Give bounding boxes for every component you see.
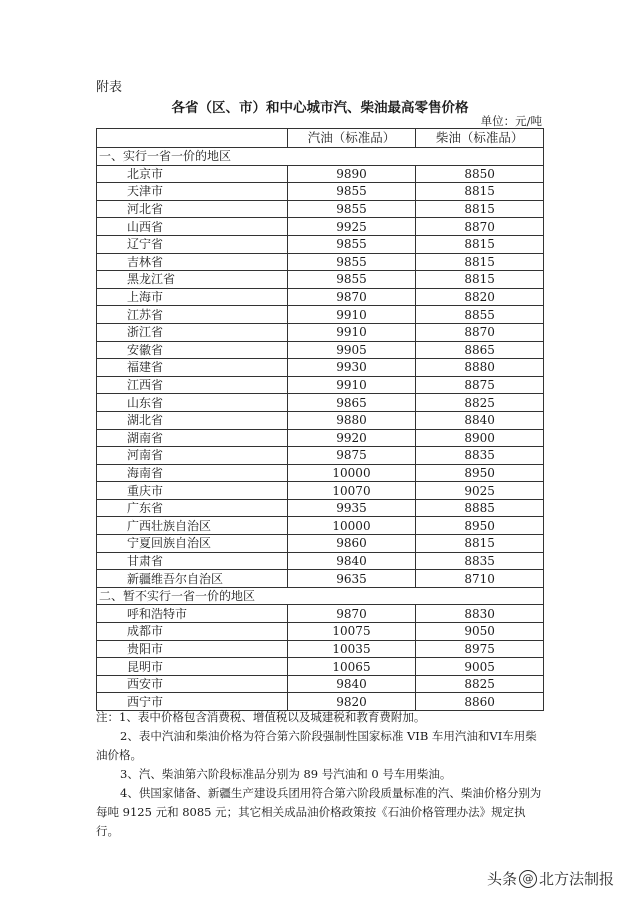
gasoline-price-cell: 9855: [287, 271, 415, 289]
watermark: [487, 868, 614, 889]
diesel-price-cell: 8850: [416, 165, 544, 183]
region-cell: 辽宁省: [97, 235, 288, 253]
diesel-price-cell: 8885: [416, 499, 544, 517]
diesel-price-cell: 9005: [416, 658, 544, 676]
price-table: [96, 128, 544, 711]
diesel-price-cell: 8815: [416, 535, 544, 553]
table-row: [97, 183, 544, 201]
gasoline-price-cell: 9855: [287, 235, 415, 253]
table-row: [97, 464, 544, 482]
table-row: [97, 675, 544, 693]
page-title: 各省（区、市）和中心城市汽、柴油最高零售价格: [171, 100, 469, 116]
region-cell: 西宁市: [97, 693, 288, 711]
region-cell: 天津市: [97, 183, 288, 201]
region-cell: 成都市: [97, 623, 288, 641]
diesel-price-cell: 9025: [416, 482, 544, 500]
table-row: [97, 200, 544, 218]
table-row: [97, 640, 544, 658]
table-row: [97, 253, 544, 271]
diesel-price-cell: 8710: [416, 570, 544, 588]
diesel-price-cell: 8825: [416, 394, 544, 412]
region-cell: 黑龙江省: [97, 271, 288, 289]
table-row: [97, 288, 544, 306]
note-4: 4、供国家储备、新疆生产建设兵团用符合第六阶段质量标准的汽、柴油价格分别为每吨 9125 元和 8085 元；其它相关成品油价格政策按《石油价格管理办法》规定执行。: [96, 786, 542, 838]
gasoline-price-cell: 10070: [287, 482, 415, 500]
notes-section: [96, 708, 548, 841]
table-row: [97, 535, 544, 553]
diesel-price-cell: 8950: [416, 464, 544, 482]
diesel-price-cell: 8815: [416, 253, 544, 271]
gasoline-price-cell: 9920: [287, 429, 415, 447]
diesel-price-cell: 8840: [416, 411, 544, 429]
region-cell: 新疆维吾尔自治区: [97, 570, 288, 588]
region-cell: 广东省: [97, 499, 288, 517]
diesel-price-cell: 8950: [416, 517, 544, 535]
table-row: [97, 341, 544, 359]
table-row: [97, 306, 544, 324]
region-cell: 广西壮族自治区: [97, 517, 288, 535]
diesel-price-cell: 9050: [416, 623, 544, 641]
table-row: [97, 394, 544, 412]
gasoline-price-cell: 9910: [287, 376, 415, 394]
diesel-price-cell: 8815: [416, 183, 544, 201]
region-cell: 河南省: [97, 447, 288, 465]
gasoline-price-cell: 9875: [287, 447, 415, 465]
gasoline-price-cell: 9890: [287, 165, 415, 183]
region-cell: 甘肃省: [97, 552, 288, 570]
table-row: [97, 323, 544, 341]
region-cell: 湖南省: [97, 429, 288, 447]
column-header-region: [97, 129, 288, 148]
watermark-account: 北方法制报: [538, 870, 614, 888]
region-cell: 呼和浩特市: [97, 605, 288, 623]
table-body: [97, 148, 544, 711]
table-row: [97, 447, 544, 465]
diesel-price-cell: 8820: [416, 288, 544, 306]
table-row: [97, 429, 544, 447]
gasoline-price-cell: 9910: [287, 323, 415, 341]
gasoline-price-cell: 9820: [287, 693, 415, 711]
gasoline-price-cell: 10000: [287, 517, 415, 535]
region-cell: 河北省: [97, 200, 288, 218]
region-cell: 福建省: [97, 359, 288, 377]
gasoline-price-cell: 9930: [287, 359, 415, 377]
region-cell: 安徽省: [97, 341, 288, 359]
region-cell: 北京市: [97, 165, 288, 183]
table-row: [97, 165, 544, 183]
section-row: [97, 148, 544, 166]
gasoline-price-cell: 9880: [287, 411, 415, 429]
gasoline-price-cell: 9905: [287, 341, 415, 359]
table-row: [97, 271, 544, 289]
table-row: [97, 517, 544, 535]
unit-label: 单位：元/吨: [480, 114, 542, 128]
section-row: [97, 587, 544, 605]
table-row: [97, 359, 544, 377]
column-header-gasoline: 汽油（标准品）: [287, 129, 415, 148]
diesel-price-cell: 8900: [416, 429, 544, 447]
table-row: [97, 623, 544, 641]
region-cell: 海南省: [97, 464, 288, 482]
diesel-price-cell: 8835: [416, 447, 544, 465]
region-cell: 上海市: [97, 288, 288, 306]
gasoline-price-cell: 9935: [287, 499, 415, 517]
appendix-label: 附表: [96, 80, 123, 95]
region-cell: 江西省: [97, 376, 288, 394]
column-header-diesel: 柴油（标准品）: [416, 129, 544, 148]
diesel-price-cell: 8870: [416, 218, 544, 236]
diesel-price-cell: 8830: [416, 605, 544, 623]
watermark-prefix: 头条: [486, 870, 517, 888]
gasoline-price-cell: 10075: [287, 623, 415, 641]
diesel-price-cell: 8815: [416, 200, 544, 218]
table-row: [97, 411, 544, 429]
note-2: 2、表中汽油和柴油价格为符合第六阶段强制性国家标准 VIB 车用汽油和VI车用柴油价格。: [96, 729, 537, 762]
diesel-price-cell: 8975: [416, 640, 544, 658]
diesel-price-cell: 8835: [416, 552, 544, 570]
region-cell: 昆明市: [97, 658, 288, 676]
diesel-price-cell: 8815: [416, 235, 544, 253]
region-cell: 山东省: [97, 394, 288, 412]
section-title: 一、实行一省一价的地区: [97, 148, 544, 166]
diesel-price-cell: 8815: [416, 271, 544, 289]
diesel-price-cell: 8875: [416, 376, 544, 394]
region-cell: 湖北省: [97, 411, 288, 429]
region-cell: 山西省: [97, 218, 288, 236]
gasoline-price-cell: 10065: [287, 658, 415, 676]
gasoline-price-cell: 9865: [287, 394, 415, 412]
at-icon: @: [519, 870, 537, 888]
note-3: 3、汽、柴油第六阶段标准品分别为 89 号汽油和 0 号车用柴油。: [120, 767, 452, 781]
diesel-price-cell: 8870: [416, 323, 544, 341]
gasoline-price-cell: 9840: [287, 675, 415, 693]
table-row: [97, 235, 544, 253]
gasoline-price-cell: 10000: [287, 464, 415, 482]
region-cell: 重庆市: [97, 482, 288, 500]
gasoline-price-cell: 9925: [287, 218, 415, 236]
region-cell: 吉林省: [97, 253, 288, 271]
table-row: [97, 552, 544, 570]
gasoline-price-cell: 9635: [287, 570, 415, 588]
diesel-price-cell: 8825: [416, 675, 544, 693]
gasoline-price-cell: 9840: [287, 552, 415, 570]
region-cell: 宁夏回族自治区: [97, 535, 288, 553]
gasoline-price-cell: 9910: [287, 306, 415, 324]
gasoline-price-cell: 9855: [287, 200, 415, 218]
diesel-price-cell: 8860: [416, 693, 544, 711]
table-row: [97, 499, 544, 517]
table-row: [97, 658, 544, 676]
table-row: [97, 218, 544, 236]
gasoline-price-cell: 9870: [287, 605, 415, 623]
region-cell: 西安市: [97, 675, 288, 693]
region-cell: 浙江省: [97, 323, 288, 341]
table-row: [97, 482, 544, 500]
diesel-price-cell: 8880: [416, 359, 544, 377]
gasoline-price-cell: 9860: [287, 535, 415, 553]
table-row: [97, 376, 544, 394]
section-title: 二、暂不实行一省一价的地区: [97, 587, 544, 605]
region-cell: 江苏省: [97, 306, 288, 324]
gasoline-price-cell: 10035: [287, 640, 415, 658]
diesel-price-cell: 8855: [416, 306, 544, 324]
gasoline-price-cell: 9855: [287, 253, 415, 271]
diesel-price-cell: 8865: [416, 341, 544, 359]
gasoline-price-cell: 9855: [287, 183, 415, 201]
table-row: [97, 605, 544, 623]
gasoline-price-cell: 9870: [287, 288, 415, 306]
region-cell: 贵阳市: [97, 640, 288, 658]
note-1: 注：1、表中价格包含消费税、增值税以及城建税和教育费附加。: [96, 710, 426, 724]
table-row: [97, 570, 544, 588]
table-header-row: [97, 129, 544, 148]
